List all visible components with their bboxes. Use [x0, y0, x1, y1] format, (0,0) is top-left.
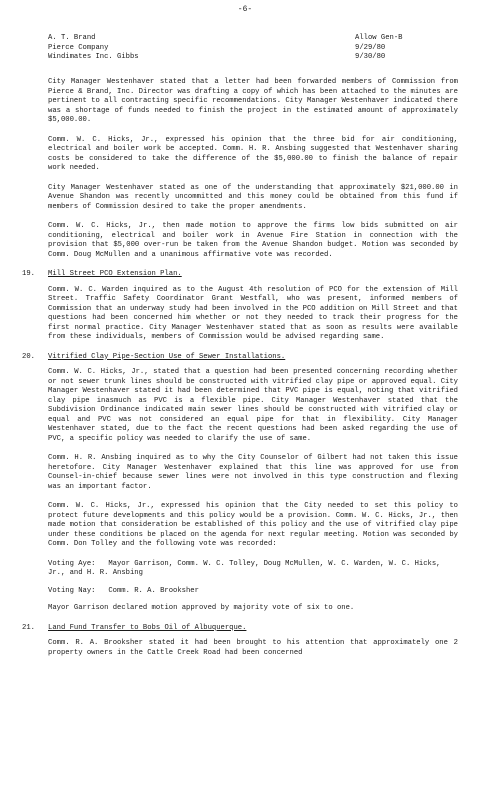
body-paragraph: Comm. W. C. Hicks, Jr., expressed his opinion that the City needed to set this policy to protect future developments and this policy would be a provision. Comm. W. C. Hicks, Jr., then made motion that consideration be established of this policy and the use of vitrified clay pipe under these conditions be placed on the agenda for next regular meeting. Motion was seconded by Comm. Don Tolley and the following vote was recorded:	[48, 502, 458, 548]
body-paragraph: Comm. W. C. Hicks, Jr., stated that a question had been presented concerning recording whether or not sewer trunk lines should be constructed with vitrified clay pipe or approved equal. City Manager Westenhaver stated it had been determined that PVC pipe is equal, noting that vitrified clay pipe inasmuch as PVC is a flexible pipe. City Manager Westenhaver stated that the Subdivision Ordinance indicated main sewer lines should be constructed with vitrified clay or equal and PVC was not considered an equal pipe for that in flexibility. City Manager Westenhaver stated, due to the fact the recent questions had been asked regarding the use of PVC, a specific policy was needed to clarify the use of same.	[48, 368, 458, 443]
vote-label: Voting Nay:	[48, 586, 96, 595]
body-paragraph: Comm. H. R. Ansbing inquired as to why the City Counselor of Gilbert had not taken this issue heretofore. City Manager Westenhaver explained that this line was approved for use from Counsel-in-chief because sewer lines were not involved in this type construction and flexing was an important factor.	[48, 454, 458, 491]
header-right-block	[355, 34, 402, 63]
page-number: -6-	[237, 5, 253, 14]
item-number: 20.	[22, 352, 35, 361]
body-paragraph: Comm. R. A. Brooksher stated it had been brought to his attention that approximately one 2 property owners in the Cattle Creek Road had been concerned	[48, 639, 458, 657]
header-left-line: A. T. Brand	[48, 34, 96, 42]
motion-result: Mayor Garrison declared motion approved by majority vote of six to one.	[48, 604, 355, 612]
header-right-line: 9/30/80	[355, 53, 386, 61]
body-paragraph: Comm. W. C. Hicks, Jr., expressed his opinion that the three bid for air conditioning, electrical and boiler work be accepted. Comm. H. R. Ansbing suggested that Westenhaver sharing costs be considered to take the difference of the $5,000.00 to finish the balance of repair work needed.	[48, 135, 458, 172]
vote-label: Voting Aye:	[48, 559, 96, 568]
header-left-block	[48, 34, 139, 63]
body-paragraph: Comm. W. C. Hicks, Jr., then made motion to approve the firms low bids submitted on air conditioning, electrical and boiler work in Avenue Fire Station in connection with the provision that $5,000 over-run be taken from the Avenue Shandon budget. Motion was seconded by Comm. Doug McMullen and a unanimous affirmative vote was recorded.	[48, 222, 458, 259]
vote-text: Comm. R. A. Brooksher	[108, 586, 199, 595]
vote-nay	[48, 587, 458, 597]
vote-aye	[48, 560, 458, 579]
item-title: Vitrified Clay Pipe-Section Use of Sewer Installations.	[48, 352, 286, 361]
header-left-line: Pierce Company	[48, 43, 109, 52]
body-paragraph: City Manager Westenhaver stated that a letter had been forwarded members of Commission from Pierce & Brand, Inc. Director was drafting a copy of which has been attached to the minutes are pertinent to all contracting specific recommendations. City Manager Westenhaver indicated there was a shortage of funds needed to finish the project in the estimated amount of approximately $5,000.00.	[48, 78, 458, 124]
item-title: Mill Street PCO Extension Plan.	[48, 270, 182, 278]
minutes-body	[22, 78, 458, 668]
agenda-item-19	[22, 270, 458, 280]
agenda-item-20	[22, 352, 458, 363]
body-paragraph: City Manager Westenhaver stated as one of the understanding that approximately $21,000.00 in Avenue Shandon was recently uncommitted and this money could be obtained from this fund if members of Commission desired to take the proper amendments.	[48, 183, 458, 211]
item-number: 21.	[22, 623, 35, 632]
item-title: Land Fund Transfer to Bobs Oil of Albuquerque.	[48, 623, 247, 632]
body-paragraph: Comm. W. C. Warden inquired as to the August 4th resolution of PCO for the extension of Mill Street. Traffic Safety Coordinator Grant Westfall, who was present, informed members of Commission that an underway study had been involved in the PCO addition on Mill Street and that questions had been concerned him whether or not they needed to track their progress for the first normal practice. City Manager Westenhaver stated that as soon as results were available from these individuals, members of Commission would be advised regarding same.	[48, 285, 458, 341]
agenda-item-21	[22, 623, 458, 634]
header-right-line: 9/29/80	[355, 43, 386, 52]
vote-text: Mayor Garrison, Comm. W. C. Tolley, Doug McMullen, W. C. Warden, W. C. Hicks, Jr., and H. R. Ansbing	[48, 559, 441, 577]
header-right-line: Allow Gen-B	[355, 34, 403, 42]
item-number: 19.	[22, 270, 35, 278]
header-left-line: Windimates Inc. Gibbs	[48, 53, 139, 61]
